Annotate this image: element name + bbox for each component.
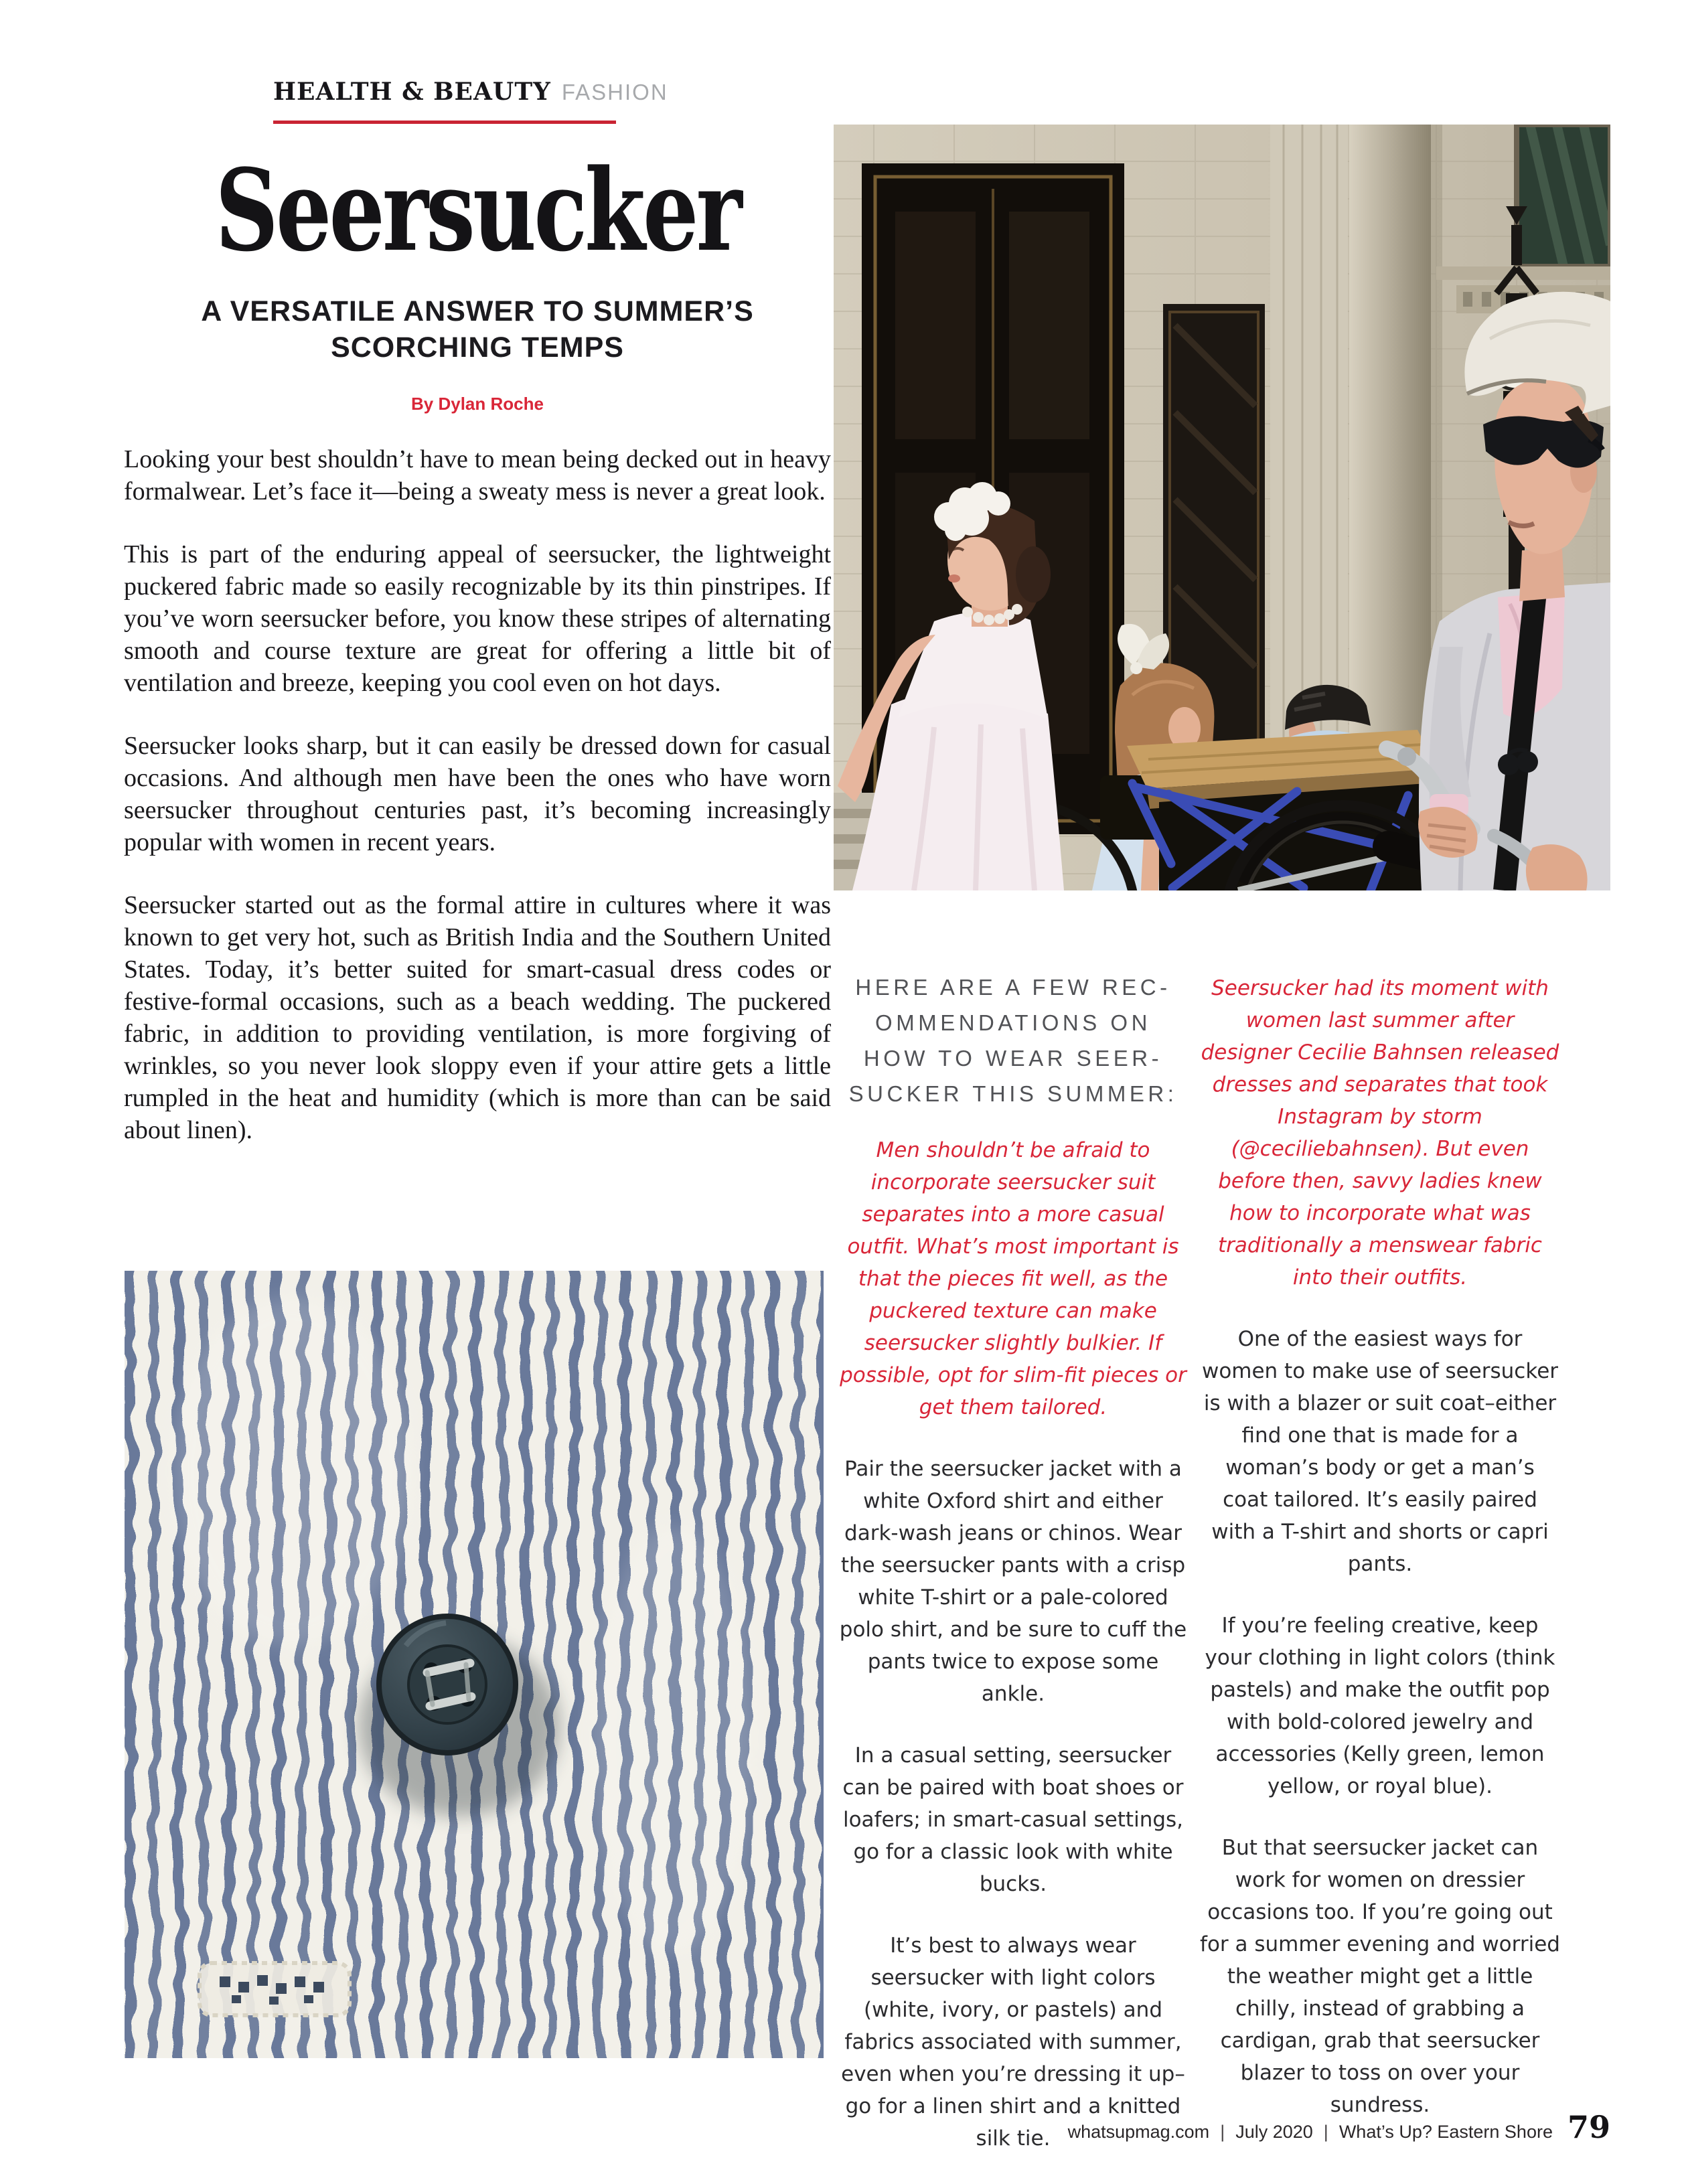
section-sublabel: FASHION (561, 80, 668, 104)
subtitle-line: A VERSATILE ANSWER TO SUMMER’S (201, 295, 754, 327)
footer-issue: July 2020 (1235, 2122, 1313, 2142)
column-paragraph: But that seersucker jacket can work for women on dressier occasions too. If you’re going out for a summer evening and worried the weather might get a little chilly, instead of grabbing a cardigan, grab that seersucker blazer to toss on over your sundress. (1200, 1836, 1560, 2117)
column-paragraph: In a casual setting, seersucker can be paired with boat shoes or loafers; in smart-casual settings, go for a classic look with white bucks. (842, 1743, 1184, 1896)
column-paragraph: One of the easiest ways for women to make use of seersucker is with a blazer or suit coat–either find one that is made for a woman’s body or get a man’s coat tailored. It’s easily paired with a T-shirt and shorts or capri pants. (1201, 1327, 1559, 1576)
column-paragraph: Pair the seersucker jacket with a white Oxford shirt and either dark-wash jeans or chinos. Wear the seersucker pants with a crisp white T-shirt or a pale-colored polo shirt, and be sure to cuff the pants twice to expose some ankle. (839, 1457, 1187, 1706)
seersucker-fabric-photo (125, 1271, 824, 2058)
buttonhole (200, 1963, 350, 2015)
footer-site: whatsupmag.com (1067, 2122, 1210, 2142)
intro-paragraph: This is part of the enduring appeal of seersucker, the lightweight puckered fabric made so easily recognizable by its thin pinstripes. If you’ve worn seersucker before, you know these stripes of alternating smooth and course texture are great for offering a little bit of ventilation and breeze, keeping you cool even on hot days. (124, 540, 831, 697)
intro-paragraph: Looking your best shouldn’t have to mean being decked out in heavy formalwear. Let’s face it—being a sweaty mess is never a great look. (124, 445, 831, 505)
kicker-line: SUCKER THIS SUMMER: (848, 1081, 1178, 1106)
recommendations-kicker (838, 969, 1188, 1111)
recommendations-column (838, 969, 1188, 2155)
page-number: 79 (1567, 2109, 1610, 2145)
kicker-line: OMMENDATIONS ON (875, 1010, 1151, 1035)
section-header (273, 78, 668, 106)
article-title: Seersucker (215, 144, 740, 277)
pull-quote-men: Men shouldn’t be afraid to incorporate seersucker suit separates into a more casual outfit. What’s most important is that the pieces fit well, as the puckered texture can make seersucker slightly bulkier. If possible, opt for slim-fit pieces or get them tailored. (840, 1138, 1187, 1419)
intro-paragraph: Seersucker started out as the formal attire in cultures where it was known to get very hot, such as British India and the Southern United States. Today, it’s better suited for smart-casual dress codes or festive-formal occasions, such as a beach wedding. The puckered fabric, in addition to providing ventilation, is more forgiving of wrinkles, so you never look sloppy even if your attire gets a little rumpled in the heat and humidity (which is more than can be said about linen). (124, 891, 831, 1144)
kicker-line: HERE ARE A FEW REC- (855, 975, 1171, 1000)
page-footer (834, 2109, 1610, 2145)
intro-copy (124, 443, 831, 1146)
pull-quote-women: Seersucker had its moment with women last summer after designer Cecilie Bahnsen released dresses and separates that took Instagram by storm (@ceciliebahnsen). But even before then, savvy ladies knew how to incorporate what was traditionally a menswear fabric into their outfits. (1201, 976, 1559, 1290)
footer-separator: | (1323, 2122, 1328, 2142)
street-scene-illustration (834, 125, 1610, 890)
byline: By Dylan Roche (411, 394, 544, 414)
fabric-illustration (125, 1271, 824, 2058)
women-column (1200, 972, 1560, 2121)
fabric-button (379, 1616, 516, 1753)
footer-publication: What’s Up? Eastern Shore (1339, 2122, 1553, 2142)
section-label: HEALTH & BEAUTY (273, 78, 551, 106)
intro-paragraph: Seersucker looks sharp, but it can easily be dressed down for casual occasions. And although men have been the ones who have worn seersucker throughout centuries past, it’s becoming increasingly popular with women in recent years. (124, 732, 831, 856)
footer-separator: | (1220, 2122, 1225, 2142)
kicker-line: HOW TO WEAR SEER- (863, 1046, 1163, 1071)
article-subtitle (124, 293, 831, 366)
header-rule (273, 121, 616, 124)
street-scene-photo (834, 125, 1610, 890)
column-paragraph: If you’re feeling creative, keep your clothing in light colors (think pastels) and make the outfit pop with bold-colored jewelry and accessories (Kelly green, lemon yellow, or royal blue). (1205, 1614, 1555, 1798)
column-paragraph: It’s best to always wear seersucker with light colors (white, ivory, or pastels) and fabrics associated with summer, even when you’re dressing it up–go for a linen shirt and a knitted silk tie. (841, 1934, 1185, 2151)
subtitle-line: SCORCHING TEMPS (331, 331, 624, 364)
